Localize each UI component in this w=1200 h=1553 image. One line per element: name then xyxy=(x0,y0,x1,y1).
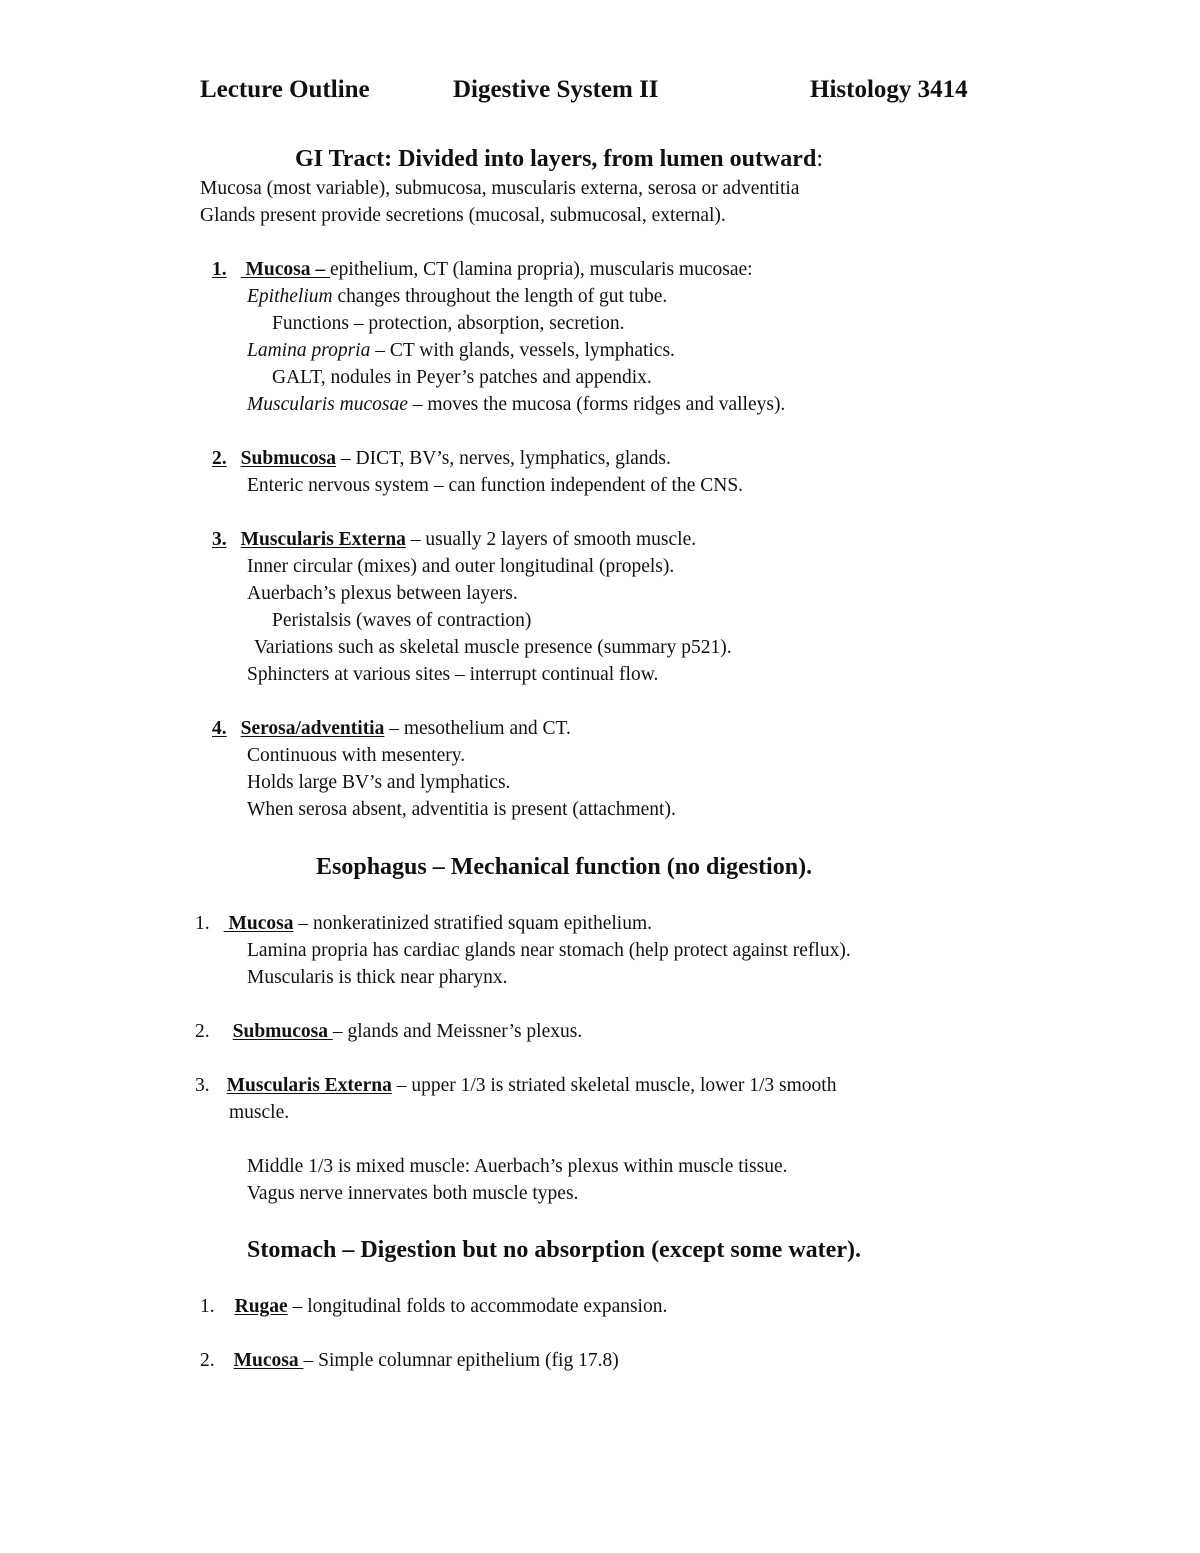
esophagus-heading: Esophagus – Mechanical function (no digestion). xyxy=(316,854,813,880)
header-left: Lecture Outline xyxy=(200,76,370,103)
gi-item-3-line: Variations such as skeletal muscle presence (summary p521). xyxy=(254,637,732,658)
stomach-heading: Stomach – Digestion but no absorption (except some water). xyxy=(247,1237,861,1263)
gi-item-1-line: Epithelium changes throughout the length of gut tube. xyxy=(247,286,668,307)
gi-item-3-line: Inner circular (mixes) and outer longitudinal (propels). xyxy=(247,556,675,577)
esophagus-item-1: 1. Mucosa – nonkeratinized stratified squam epithelium. xyxy=(195,913,652,934)
gi-item-1-line: Functions – protection, absorption, secretion. xyxy=(272,313,625,334)
gi-item-1-line: Muscularis mucosae – moves the mucosa (forms ridges and valleys). xyxy=(247,394,786,415)
gi-item-4-line: When serosa absent, adventitia is present (attachment). xyxy=(247,799,676,820)
gi-item-4: 4. Serosa/adventitia – mesothelium and CT. xyxy=(212,718,571,739)
header-right: Histology 3414 xyxy=(810,76,968,103)
gi-line-2: Glands present provide secretions (mucosal, submucosal, external). xyxy=(200,205,726,226)
gi-item-4-line: Continuous with mesentery. xyxy=(247,745,466,766)
stomach-item-1: 1. Rugae – longitudinal folds to accommodate expansion. xyxy=(200,1296,668,1317)
stomach-item-2: 2. Mucosa – Simple columnar epithelium (fig 17.8) xyxy=(200,1350,619,1371)
esophagus-item-1-line: Lamina propria has cardiac glands near stomach (help protect against reflux). xyxy=(247,940,851,961)
gi-item-2: 2. Submucosa – DICT, BV’s, nerves, lymphatics, glands. xyxy=(212,448,671,469)
esophagus-item-3-wrap: muscle. xyxy=(229,1102,290,1123)
esophagus-item-2: 2. Submucosa – glands and Meissner’s plexus. xyxy=(195,1021,583,1042)
gi-item-3-line: Peristalsis (waves of contraction) xyxy=(272,610,532,631)
gi-item-1-line: GALT, nodules in Peyer’s patches and appendix. xyxy=(272,367,652,388)
esophagus-item-1-line: Muscularis is thick near pharynx. xyxy=(247,967,508,988)
gi-line-1: Mucosa (most variable), submucosa, muscularis externa, serosa or adventitia xyxy=(200,178,800,199)
gi-item-1-line: Lamina propria – CT with glands, vessels, lymphatics. xyxy=(247,340,675,361)
gi-item-3-line: Sphincters at various sites – interrupt continual flow. xyxy=(247,664,659,685)
gi-item-1: 1. Mucosa – epithelium, CT (lamina propria), muscularis mucosae: xyxy=(212,259,753,280)
header-center: Digestive System II xyxy=(453,76,659,103)
esophagus-item-3-line: Middle 1/3 is mixed muscle: Auerbach’s plexus within muscle tissue. xyxy=(247,1156,788,1177)
gi-item-4-line: Holds large BV’s and lymphatics. xyxy=(247,772,511,793)
gi-item-3: 3. Muscularis Externa – usually 2 layers of smooth muscle. xyxy=(212,529,697,550)
gi-item-3-line: Auerbach’s plexus between layers. xyxy=(247,583,518,604)
esophagus-item-3: 3. Muscularis Externa – upper 1/3 is striated skeletal muscle, lower 1/3 smooth xyxy=(195,1075,837,1096)
gi-item-2-line: Enteric nervous system – can function independent of the CNS. xyxy=(247,475,744,496)
gi-heading: GI Tract: Divided into layers, from lumen outward: xyxy=(295,146,823,172)
esophagus-item-3-line: Vagus nerve innervates both muscle types. xyxy=(247,1183,579,1204)
